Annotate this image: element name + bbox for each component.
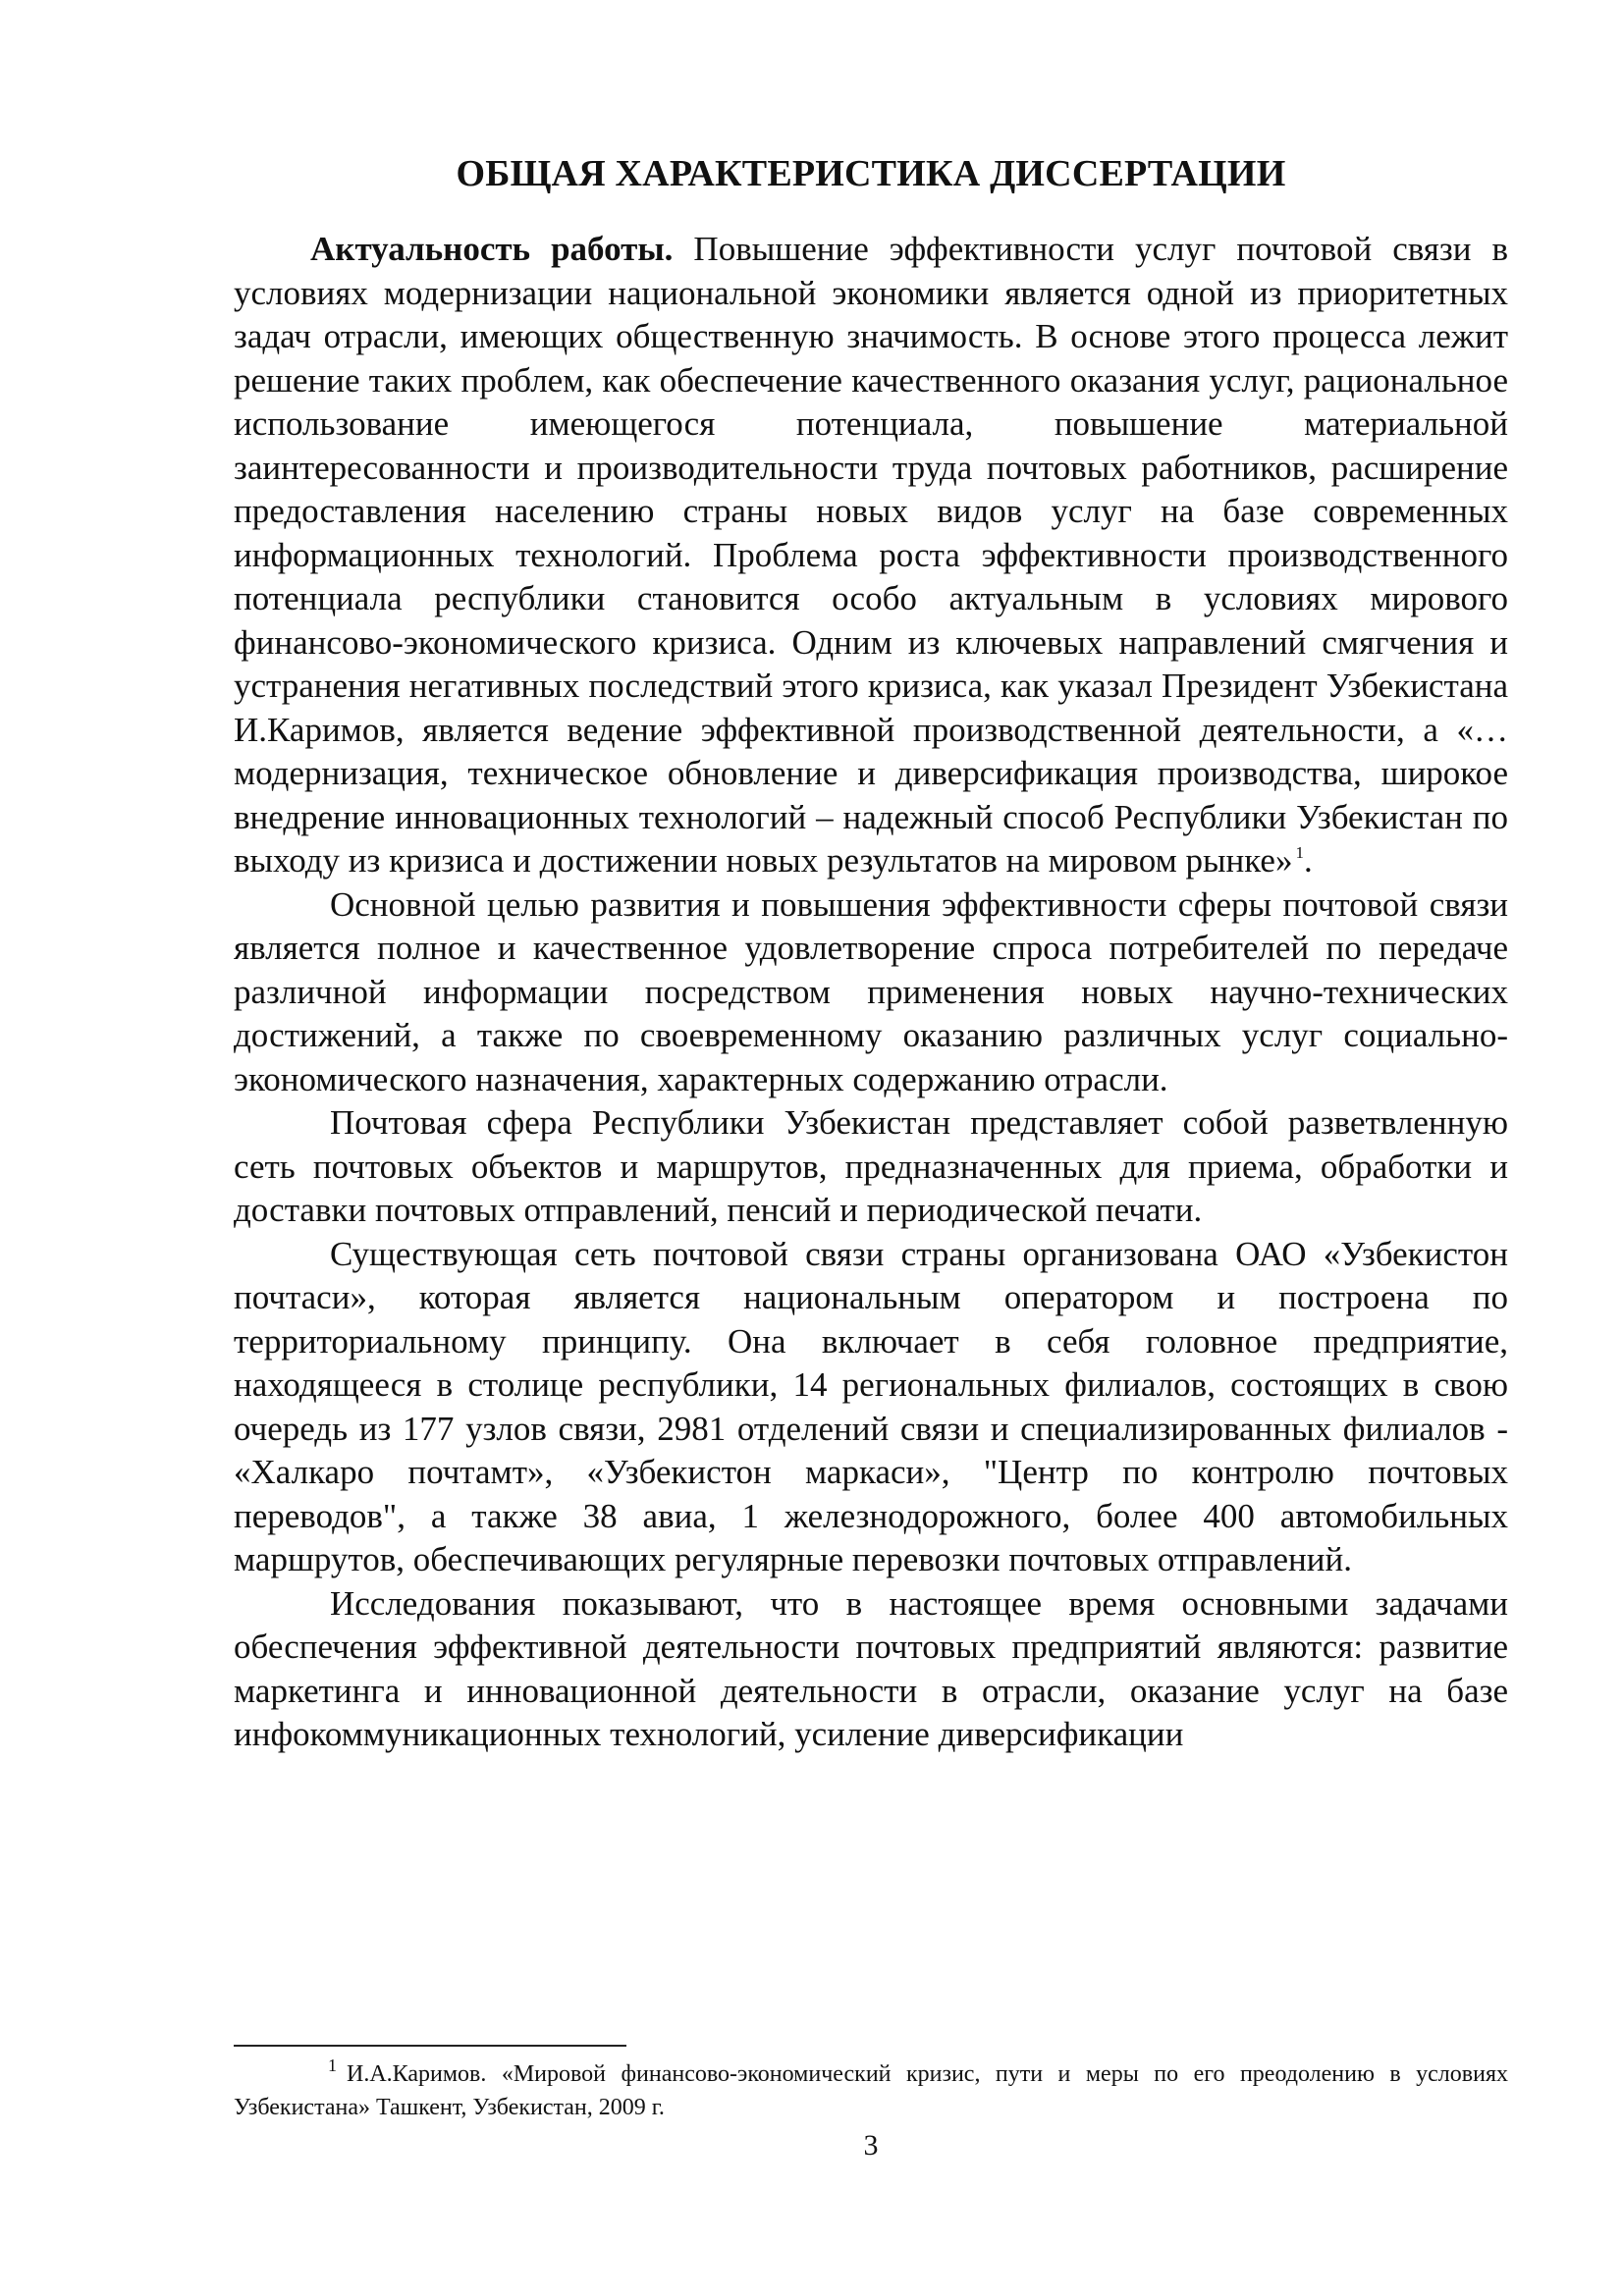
paragraph-research: Исследования показывают, что в настоящее время основными задачами обеспечения эффективной деятельности почтовых предприятий являются: развитие маркетинга и инновационной деятельности в отрасли, оказание услуг на базе инфокоммуникационных технологий, усиление диверсификации xyxy=(234,1583,1508,1753)
document-title: ОБЩАЯ ХАРАКТЕРИСТИКА ДИССЕРТАЦИИ xyxy=(456,153,1286,194)
footnote xyxy=(234,2057,1508,2124)
paragraph-text: Повышение эффективности услуг почтовой связи в условиях модернизации национальной экономики является одной из приоритетных задач отрасли, имеющих общественную значимость. В основе этого процесса лежит решение таких проблем, как обеспечение качественного оказания услуг, рациональное использование имеющегося потенциала, повышение материальной заинтересованности и производительности труда почтовых работников, расширение предоставления населению страны новых видов услуг на базе современных информационных технологий. Проблема роста эффективности производственного потенциала республики становится особо актуальным в условиях мирового финансово-экономического кризиса. Одним из ключевых направлений смягчения и устранения негативных последствий этого кризиса, как указал Президент Узбекистана И.Каримов, является ведение эффективной производственной деятельности, а «…модернизация, техническое обновление и диверсификация производства, широкое внедрение инновационных технологий – надежный способ Республики Узбекистан по выходу из кризиса и достижении новых результатов на мировом рынке» xyxy=(234,230,1508,880)
footnote-divider xyxy=(234,2045,626,2047)
paragraph-postal-sphere: Почтовая сфера Республики Узбекистан представляет собой разветвленную сеть почтовых объектов и маршрутов, предназначенных для приема, обработки и доставки почтовых отправлений, пенсий и периодической печати. xyxy=(234,1103,1508,1229)
paragraph-lead-heading: Актуальность работы. xyxy=(310,230,674,268)
paragraph-goal: Основной целью развития и повышения эффективности сферы почтовой связи является полное и качественное удовлетворение спроса потребителей по передаче различной информации посредством применения новых научно-технических достижений, а также по своевременному оказанию различных услуг социально-экономического назначения, характерных содержанию отрасли. xyxy=(234,884,1508,1098)
footnote-number: 1 xyxy=(328,2056,337,2075)
paragraph-relevance xyxy=(234,228,1508,883)
paragraph-tail: . xyxy=(1303,841,1313,880)
page-number: 3 xyxy=(863,2129,879,2162)
paragraph-postal-network: Существующая сеть почтовой связи страны организована ОАО «Узбекистон почтаси», которая является национальным оператором и построена по территориальному принципу. Она включает в себя головное предприятие, находящееся в столице республики, 14 региональных филиалов, состоящих в свою очередь из 177 узлов связи, 2981 отделений связи и специализированных филиалов - «Халкаро почтамт», «Узбекистон маркаси», "Центр по контролю почтовых переводов", а также 38 авиа, 1 железнодорожного, более 400 автомобильных маршрутов, обеспечивающих регулярные перевозки почтовых отправлений. xyxy=(234,1234,1508,1578)
footnote-reference: 1 xyxy=(1295,843,1304,862)
footnote-text: И.А.Каримов. «Мировой финансово-экономический кризис, пути и меры по его преодолению в условиях Узбекистана» Ташкент, Узбекистан, 2009 г. xyxy=(234,2061,1508,2120)
body-text xyxy=(234,228,1508,1757)
